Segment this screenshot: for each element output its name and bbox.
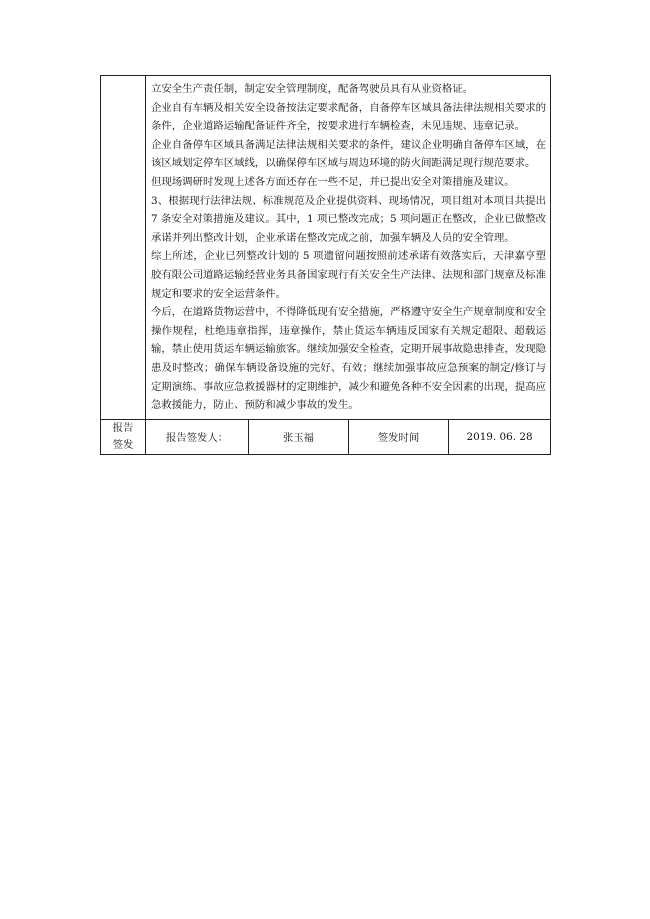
paragraph: 综上所述，企业已列整改计划的 5 项遗留问题按照前述承诺有效落实后，天津嘉亨塑胶有限公司道路运输经营业务具备国家现行有关安全生产法律、法规和部门规章及标准规定和要求的安全运营条件。	[151, 250, 547, 300]
label-line: 报告	[112, 421, 134, 434]
paragraph: 企业自有车辆及相关安全设备按法定要求配备，自备停车区域具备法律法规相关要求的条件，企业道路运输配备证件齐全，按要求进行车辆检查，未见违规、违章记录。	[151, 101, 547, 133]
signature-row	[101, 419, 551, 454]
signer-label: 报告签发人：	[146, 419, 249, 454]
report-sign-label	[101, 419, 146, 454]
content-cell	[146, 76, 551, 420]
signer-name: 张玉福	[249, 419, 349, 454]
paragraph: 今后，在道路货物运营中，不得降低现有安全措施，严格遵守安全生产规章制度和安全操作规程，杜绝违章指挥，违章操作，禁止货运车辆违反国家有关规定超限、超载运输，禁止使用货运车辆运输旅客。继续加强安全检查，定期开展事故隐患排查，发现隐患及时整改；确保车辆设备设施的完好、有效；继续加强事故应急预案的制定/修订与定期演练、事故应急救援器材的定期维护，减少和避免各种不安全因素的出现，提高应急救援能力，防止、预防和减少事故的发生。	[151, 306, 547, 412]
content-row	[101, 76, 551, 420]
paragraph: 3、根据现行法律法规、标准规范及企业提供资料、现场情况，项目组对本项目共提出 7 条安全对策措施及建议。其中，1 项已整改完成；5 项问题正在整改，企业已做整改承诺并列出整改计划，企业承诺在整改完成之前，加强车辆及人员的安全管理。	[151, 194, 547, 244]
label-cell-empty	[101, 76, 146, 420]
date-value: 2019. 06. 28	[449, 419, 551, 454]
paragraph: 但现场调研时发现上述各方面还存在一些不足，并已提出安全对策措施及建议。	[151, 175, 515, 188]
paragraph: 立安全生产责任制，制定安全管理制度，配备驾驶员具有从业资格证。	[151, 83, 474, 95]
paragraph: 企业自备停车区域具备满足法律法规相关要求的条件，建议企业明确自备停车区域，在该区域划定停车区域线，以确保停车区域与周边环境的防火间距满足现行规范要求。	[151, 138, 547, 170]
date-label: 签发时间	[349, 419, 449, 454]
report-table	[100, 75, 551, 455]
label-line: 签发	[112, 438, 134, 451]
